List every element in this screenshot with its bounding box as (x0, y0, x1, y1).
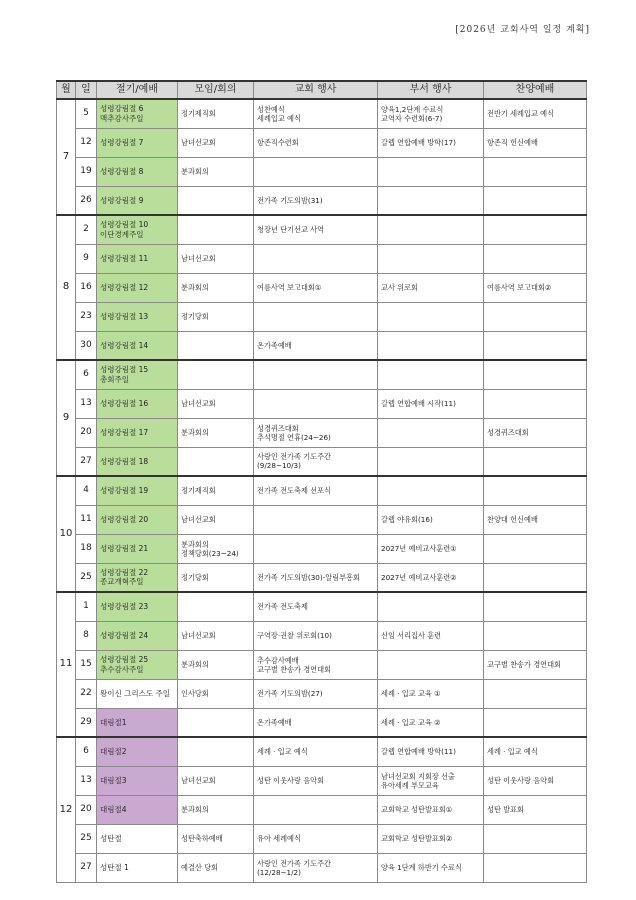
cell-text: 분과회의 정책당회(23~24) (181, 539, 239, 558)
cell-text: 성령강림절 22 종교개혁주일 (100, 567, 149, 587)
cell-text: 성령강림절 25 추수감사주일 (100, 655, 149, 674)
cell-text: 성령강림절 18 (100, 456, 149, 466)
worship-cell (97, 273, 178, 302)
table-row (57, 737, 587, 766)
meeting-cell (178, 505, 254, 534)
month-cell: 7 (57, 99, 76, 215)
worship-cell (97, 128, 178, 157)
meeting-cell (178, 447, 254, 476)
cell-text: 성탄절 1 (100, 862, 129, 872)
cell-text: 분과회의 (181, 167, 209, 176)
worship-cell (97, 766, 178, 795)
cell-text: 예결산 당회 (181, 863, 219, 872)
praise-cell (484, 708, 587, 737)
praise-cell (484, 273, 587, 302)
meeting-cell (178, 795, 254, 824)
meeting-cell (178, 389, 254, 418)
meeting-cell (178, 244, 254, 273)
dept-event-cell (378, 650, 484, 679)
cell-text: 전가족 기도의밤(30)-알림부흥회 (257, 572, 360, 582)
table-row (57, 795, 587, 824)
dept-event-cell (378, 534, 484, 563)
day-cell: 30 (76, 331, 97, 360)
praise-cell (484, 99, 587, 128)
cell-text: 사랑인 전가족 기도주간(12/28~1/2) (257, 858, 332, 877)
day-cell: 27 (76, 853, 97, 882)
church-event-cell (254, 534, 378, 563)
table-row (57, 563, 587, 592)
cell-text: 성령강림절 16 (100, 398, 149, 408)
table-row (57, 157, 587, 186)
cell-text: 구역장·권찰 위로회(10) (257, 631, 332, 640)
dept-event-cell (378, 99, 484, 128)
dept-event-cell (378, 679, 484, 708)
day-cell: 18 (76, 534, 97, 563)
worship-cell (97, 157, 178, 186)
cell-text: 성경퀴즈대회 추석명절 연휴(24~26) (257, 423, 331, 442)
cell-text: 남녀선교회 지회장 선출 유아세례 부모교육 (381, 771, 456, 790)
church-event-cell (254, 273, 378, 302)
meeting-cell (178, 679, 254, 708)
worship-cell (97, 418, 178, 447)
cell-text: 갈렙 야유회(16) (381, 515, 433, 524)
dept-event-cell (378, 128, 484, 157)
cell-text: 갈렙 연합예배 방학(11) (381, 747, 456, 757)
church-event-cell (254, 737, 378, 766)
meeting-cell (178, 331, 254, 360)
meeting-cell (178, 563, 254, 592)
cell-text: 양육1,2단계 수료식 교역자 수련회(6-7) (381, 104, 444, 123)
meeting-cell (178, 273, 254, 302)
cell-text: 성탄절 (100, 833, 122, 843)
cell-text: 전가족 전도축제 선포식 (257, 486, 332, 496)
cell-text: 성령강림절 13 (100, 311, 149, 321)
column-header-praise-worship: 찬양예배 (484, 81, 587, 99)
cell-text: 성탄축하예배 (181, 834, 223, 843)
table-row (57, 476, 587, 505)
church-event-cell (254, 360, 378, 389)
worship-cell (97, 389, 178, 418)
cell-text: 온가족예배 (257, 717, 292, 727)
dept-event-cell (378, 389, 484, 418)
cell-text: 추수감사예배 교구별 찬송가 경연대회 (257, 655, 332, 674)
cell-text: 정기제직회 (181, 486, 216, 496)
dept-event-cell (378, 302, 484, 331)
cell-text: 왕이신 그리스도 주일 (100, 688, 170, 698)
church-event-cell (254, 708, 378, 737)
church-event-cell (254, 302, 378, 331)
praise-cell (484, 418, 587, 447)
table-row (57, 708, 587, 737)
cell-text: 성령강림절 14 (100, 340, 149, 350)
praise-cell (484, 563, 587, 592)
cell-text: 양육 1단계 하반기 수료식 (381, 863, 462, 872)
meeting-cell (178, 215, 254, 244)
month-cell: 9 (57, 360, 76, 476)
cell-text: 정기당회 (181, 312, 209, 321)
meeting-cell (178, 737, 254, 766)
worship-cell (97, 679, 178, 708)
dept-event-cell (378, 244, 484, 273)
church-event-cell (254, 563, 378, 592)
cell-text: 성령강림절 17 (100, 427, 149, 437)
praise-cell (484, 621, 587, 650)
cell-text: 여름사역 보고대회① (257, 283, 322, 292)
dept-event-cell (378, 215, 484, 244)
cell-text: 남녀선교회 (181, 515, 216, 524)
praise-cell (484, 737, 587, 766)
church-event-cell (254, 795, 378, 824)
meeting-cell (178, 534, 254, 563)
dept-event-cell (378, 331, 484, 360)
praise-cell (484, 128, 587, 157)
praise-cell (484, 795, 587, 824)
day-cell: 8 (76, 621, 97, 650)
worship-cell (97, 708, 178, 737)
praise-cell (484, 679, 587, 708)
meeting-cell (178, 302, 254, 331)
day-cell: 16 (76, 273, 97, 302)
worship-cell (97, 360, 178, 389)
day-cell: 6 (76, 360, 97, 389)
praise-cell (484, 592, 587, 621)
table-header-row (57, 81, 587, 99)
day-cell: 26 (76, 186, 97, 215)
cell-text: 성령강림절 11 (100, 253, 149, 263)
church-event-cell (254, 418, 378, 447)
table-row (57, 244, 587, 273)
cell-text: 교구별 찬송가 경연대회 (487, 660, 562, 669)
table-row (57, 505, 587, 534)
meeting-cell (178, 824, 254, 853)
cell-text: 청장년 단기선교 사역 (257, 225, 325, 235)
dept-event-cell (378, 360, 484, 389)
praise-cell (484, 853, 587, 882)
cell-text: 분과회의 (181, 428, 209, 437)
praise-cell (484, 360, 587, 389)
day-cell: 9 (76, 244, 97, 273)
church-event-cell (254, 476, 378, 505)
church-event-cell (254, 621, 378, 650)
day-cell: 23 (76, 302, 97, 331)
column-header-worship: 절기/예배 (97, 81, 178, 99)
worship-cell (97, 650, 178, 679)
cell-text: 교사 위로회 (381, 283, 419, 292)
cell-text: 대림절1 (100, 717, 127, 727)
dept-event-cell (378, 795, 484, 824)
meeting-cell (178, 650, 254, 679)
table-row (57, 99, 587, 128)
day-cell: 13 (76, 389, 97, 418)
church-event-cell (254, 128, 378, 157)
dept-event-cell (378, 708, 484, 737)
day-cell: 25 (76, 563, 97, 592)
table-row (57, 534, 587, 563)
day-cell: 4 (76, 476, 97, 505)
cell-text: 성찬예식 세례입교 예식 (257, 104, 301, 123)
cell-text: 성탄 이웃사랑 음악회 (257, 776, 325, 785)
church-event-cell (254, 389, 378, 418)
worship-cell (97, 447, 178, 476)
dept-event-cell (378, 563, 484, 592)
cell-text: 성령강림절 6 맥추감사주일 (100, 104, 144, 123)
church-event-cell (254, 215, 378, 244)
cell-text: 전반기 세례입교 예식 (487, 109, 555, 119)
praise-cell (484, 650, 587, 679)
church-event-cell (254, 505, 378, 534)
column-header-meeting: 모임/회의 (178, 81, 254, 99)
month-cell: 11 (57, 592, 76, 737)
worship-cell (97, 331, 178, 360)
cell-text: 갈렙 연합예배 시작(11) (381, 399, 456, 408)
praise-cell (484, 505, 587, 534)
meeting-cell (178, 476, 254, 505)
meeting-cell (178, 592, 254, 621)
cell-text: 성탄 이웃사랑 음악회 (487, 776, 555, 785)
meeting-cell (178, 186, 254, 215)
cell-text: 성령강림절 23 (100, 602, 149, 612)
cell-text: 정기당회 (181, 572, 209, 582)
cell-text: 교회학교 성탄발표회② (381, 834, 453, 843)
cell-text: 세례 · 입교 교육 ② (381, 717, 441, 727)
praise-cell (484, 447, 587, 476)
church-event-cell (254, 766, 378, 795)
worship-cell (97, 563, 178, 592)
day-cell: 22 (76, 679, 97, 708)
church-event-cell (254, 157, 378, 186)
table-row (57, 273, 587, 302)
table-row (57, 186, 587, 215)
day-cell: 27 (76, 447, 97, 476)
month-cell: 8 (57, 215, 76, 360)
worship-cell (97, 737, 178, 766)
meeting-cell (178, 766, 254, 795)
praise-cell (484, 186, 587, 215)
table-row (57, 853, 587, 882)
table-row (57, 447, 587, 476)
praise-cell (484, 157, 587, 186)
day-cell: 25 (76, 824, 97, 853)
cell-text: 성령강림절 21 (100, 543, 149, 553)
cell-text: 유아 세례예식 (257, 834, 301, 843)
cell-text: 남녀선교회 (181, 631, 216, 640)
church-event-cell (254, 186, 378, 215)
cell-text: 성령강림절 10 이단경계주일 (100, 220, 149, 239)
praise-cell (484, 824, 587, 853)
cell-text: 성령강림절 24 (100, 630, 149, 640)
cell-text: 교회학교 성탄발표회① (381, 805, 453, 814)
church-event-cell (254, 650, 378, 679)
church-event-cell (254, 244, 378, 273)
church-event-cell (254, 592, 378, 621)
table-row (57, 418, 587, 447)
cell-text: 성령강림절 7 (100, 137, 144, 147)
meeting-cell (178, 418, 254, 447)
cell-text: 분과회의 (181, 283, 209, 292)
worship-cell (97, 244, 178, 273)
cell-text: 갈렙 연합예배 방학(17) (381, 138, 456, 147)
day-cell: 2 (76, 215, 97, 244)
cell-text: 대림절3 (100, 775, 127, 785)
meeting-cell (178, 708, 254, 737)
worship-cell (97, 302, 178, 331)
day-cell: 29 (76, 708, 97, 737)
cell-text: 2027년 예비교사훈련① (381, 544, 457, 553)
day-cell: 6 (76, 737, 97, 766)
table-row (57, 679, 587, 708)
cell-text: 전가족 기도의밤(31) (257, 195, 323, 205)
column-header-church-event: 교회 행사 (254, 81, 378, 99)
dept-event-cell (378, 824, 484, 853)
table-row (57, 621, 587, 650)
cell-text: 2027년 예비교사훈련② (381, 572, 457, 582)
dept-event-cell (378, 766, 484, 795)
schedule-body (57, 99, 587, 882)
table-row (57, 766, 587, 795)
praise-cell (484, 244, 587, 273)
table-row (57, 389, 587, 418)
cell-text: 성령강림절 12 (100, 282, 149, 292)
dept-event-cell (378, 447, 484, 476)
cell-text: 정기제직회 (181, 109, 216, 119)
day-cell: 20 (76, 418, 97, 447)
schedule-table (56, 80, 587, 883)
cell-text: 성령강림절 20 (100, 514, 149, 524)
worship-cell (97, 215, 178, 244)
table-row (57, 824, 587, 853)
day-cell: 5 (76, 99, 97, 128)
worship-cell (97, 795, 178, 824)
cell-text: 남녀선교회 (181, 254, 216, 263)
cell-text: 여름사역 보고대회② (487, 283, 552, 292)
dept-event-cell (378, 505, 484, 534)
church-event-cell (254, 99, 378, 128)
cell-text: 성경퀴즈대회 (487, 428, 529, 437)
day-cell: 13 (76, 766, 97, 795)
worship-cell (97, 592, 178, 621)
cell-text: 성탄 발표회 (487, 805, 525, 814)
cell-text: 항존직수련회 (257, 138, 299, 147)
dept-event-cell (378, 476, 484, 505)
worship-cell (97, 186, 178, 215)
cell-text: 분과회의 (181, 660, 209, 669)
day-cell: 19 (76, 157, 97, 186)
cell-text: 세례 · 입교 교육 ① (381, 689, 441, 698)
church-event-cell (254, 853, 378, 882)
cell-text: 성령강림절 8 (100, 166, 144, 176)
praise-cell (484, 215, 587, 244)
cell-text: 인사당회 (181, 689, 209, 698)
column-header-day: 일 (76, 81, 97, 99)
cell-text: 대림절2 (100, 747, 127, 757)
cell-text: 전가족 기도의밤(27) (257, 689, 323, 698)
table-row (57, 331, 587, 360)
cell-text: 성령강림절 19 (100, 486, 149, 496)
praise-cell (484, 534, 587, 563)
cell-text: 남녀선교회 (181, 138, 216, 147)
table-row (57, 128, 587, 157)
praise-cell (484, 302, 587, 331)
day-cell: 1 (76, 592, 97, 621)
cell-text: 세례 · 입교 예식 (257, 747, 308, 757)
table-row (57, 592, 587, 621)
worship-cell (97, 824, 178, 853)
dept-event-cell (378, 621, 484, 650)
cell-text: 온가족예배 (257, 340, 292, 350)
day-cell: 11 (76, 505, 97, 534)
meeting-cell (178, 157, 254, 186)
worship-cell (97, 99, 178, 128)
month-cell: 12 (57, 737, 76, 882)
praise-cell (484, 331, 587, 360)
worship-cell (97, 853, 178, 882)
meeting-cell (178, 99, 254, 128)
praise-cell (484, 389, 587, 418)
dept-event-cell (378, 157, 484, 186)
page-title: [2026년 교회사역 일정 계획] (455, 25, 590, 35)
month-cell: 10 (57, 476, 76, 592)
church-event-cell (254, 331, 378, 360)
column-header-month: 월 (57, 81, 76, 99)
cell-text: 대림절4 (100, 804, 127, 814)
dept-event-cell (378, 592, 484, 621)
worship-cell (97, 476, 178, 505)
cell-text: 남녀선교회 (181, 399, 216, 408)
church-event-cell (254, 824, 378, 853)
cell-text: 사랑인 전가족 기도주간(9/28~10/3) (257, 452, 332, 471)
meeting-cell (178, 853, 254, 882)
dept-event-cell (378, 418, 484, 447)
cell-text: 남녀선교회 (181, 776, 216, 785)
cell-text: 성령강림절 15 총회주일 (100, 365, 149, 384)
meeting-cell (178, 621, 254, 650)
meeting-cell (178, 128, 254, 157)
cell-text: 찬양대 헌신예배 (487, 515, 538, 524)
cell-text: 신임 서리집사 훈련 (381, 631, 442, 640)
day-cell: 20 (76, 795, 97, 824)
cell-text: 성령강림절 9 (100, 195, 144, 205)
column-header-dept-event: 부서 행사 (378, 81, 484, 99)
table-row (57, 215, 587, 244)
dept-event-cell (378, 273, 484, 302)
day-cell: 15 (76, 650, 97, 679)
dept-event-cell (378, 186, 484, 215)
table-row (57, 302, 587, 331)
day-cell: 12 (76, 128, 97, 157)
dept-event-cell (378, 737, 484, 766)
worship-cell (97, 505, 178, 534)
church-event-cell (254, 679, 378, 708)
church-event-cell (254, 447, 378, 476)
praise-cell (484, 476, 587, 505)
table-row (57, 360, 587, 389)
dept-event-cell (378, 853, 484, 882)
cell-text: 전가족 전도축제 (257, 602, 308, 612)
worship-cell (97, 621, 178, 650)
cell-text: 분과회의 (181, 805, 209, 814)
meeting-cell (178, 360, 254, 389)
cell-text: 세례 · 입교 예식 (487, 747, 538, 757)
praise-cell (484, 766, 587, 795)
table-row (57, 650, 587, 679)
cell-text: 항존직 헌신예배 (487, 138, 538, 147)
worship-cell (97, 534, 178, 563)
